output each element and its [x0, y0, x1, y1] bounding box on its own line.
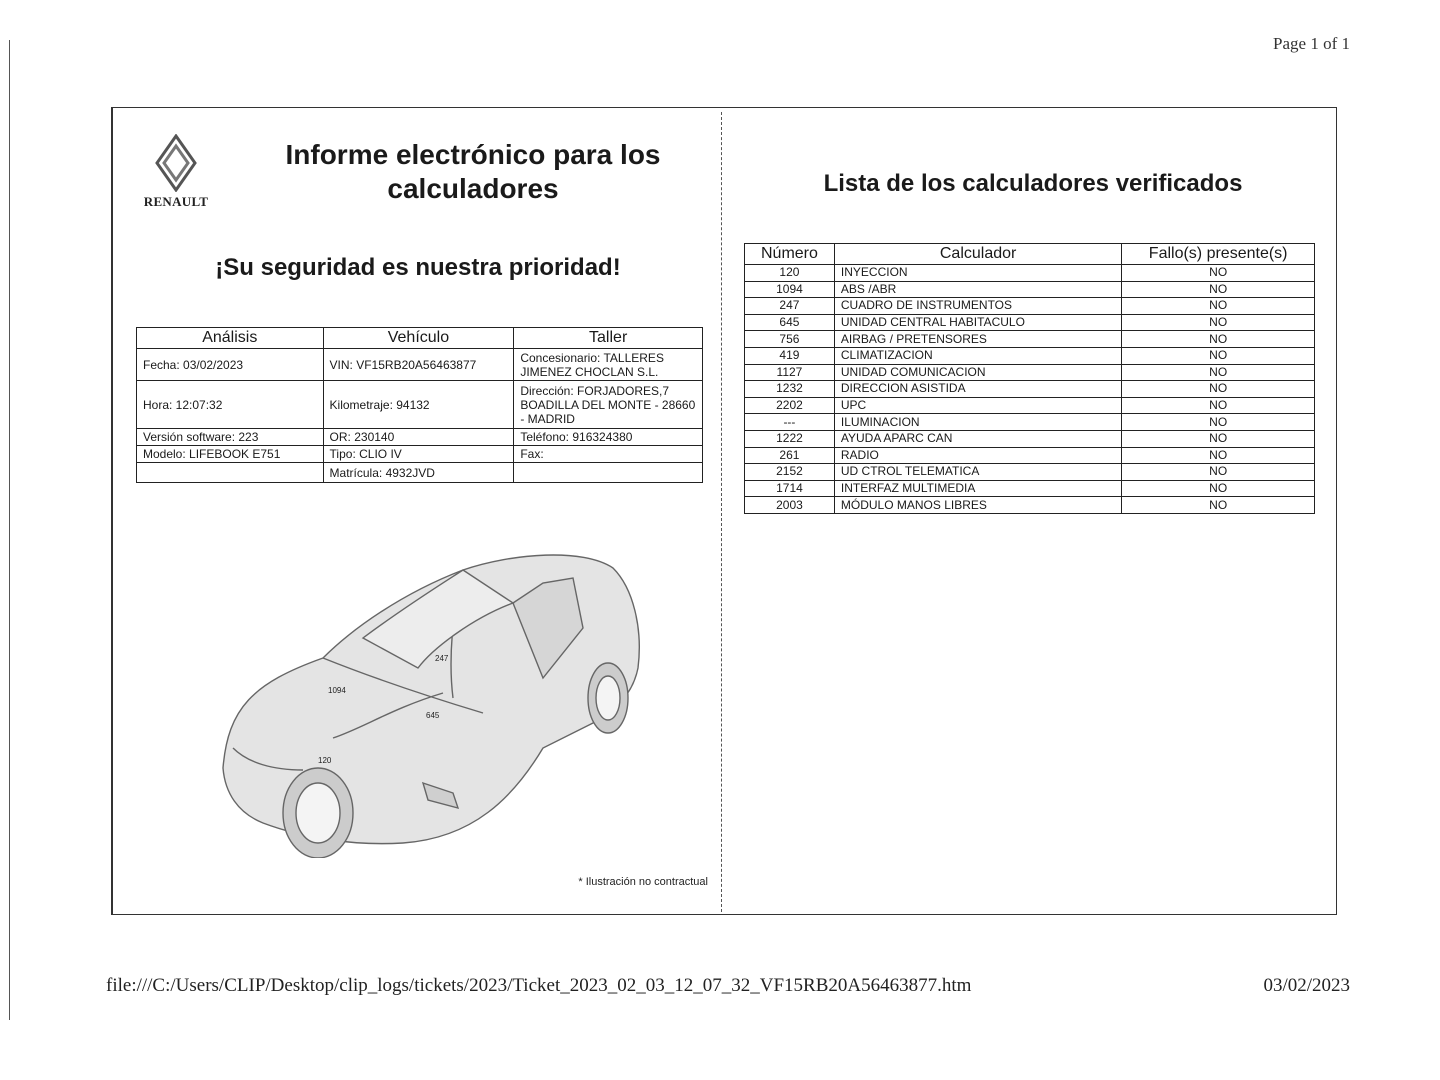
info-cell: [137, 463, 324, 483]
table-row: [745, 364, 1315, 381]
calc-number-cell: 1714: [745, 480, 835, 497]
info-cell: OR: 230140: [323, 429, 514, 446]
calc-fault-cell: NO: [1122, 381, 1315, 398]
report-title: Informe electrónico para los calculadores: [285, 139, 661, 204]
info-cell: Concesionario: TALLERES JIMENEZ CHOCLAN S.L.: [514, 349, 703, 381]
calc-number-cell: 419: [745, 347, 835, 364]
calc-number-cell: 1222: [745, 430, 835, 447]
calc-list-title: Lista de los calculadores verificados: [823, 170, 1243, 197]
calc-fault-cell: NO: [1122, 298, 1315, 315]
calc-name-cell: CLIMATIZACION: [834, 347, 1121, 364]
calc-number-cell: 645: [745, 314, 835, 331]
renault-logo-text: RENAULT: [143, 194, 209, 209]
calc-table-body: [745, 265, 1315, 514]
calc-number-cell: 2003: [745, 497, 835, 514]
info-cell: Tipo: CLIO IV: [323, 446, 514, 463]
page-divider: [721, 112, 722, 912]
calc-number-cell: ---: [745, 414, 835, 431]
calc-name-cell: UNIDAD CENTRAL HABITACULO: [834, 314, 1121, 331]
table-row: [137, 429, 703, 446]
calc-table-header: [745, 244, 1315, 265]
callout-label: 1094: [328, 686, 346, 695]
calc-fault-cell: NO: [1122, 414, 1315, 431]
calc-name-cell: MÓDULO MANOS LIBRES: [834, 497, 1121, 514]
calc-name-cell: CUADRO DE INSTRUMENTOS: [834, 298, 1121, 315]
calc-fault-cell: NO: [1122, 314, 1315, 331]
illustration-disclaimer: * Ilustración no contractual: [578, 876, 708, 888]
callout-label: 645: [426, 711, 440, 720]
info-cell: Fecha: 03/02/2023: [137, 349, 324, 381]
calc-name-cell: INYECCION: [834, 265, 1121, 282]
calc-name-cell: UPC: [834, 397, 1121, 414]
callout-label: 247: [435, 654, 449, 663]
calc-name-cell: INTERFAZ MULTIMEDIA: [834, 480, 1121, 497]
report-frame: [111, 107, 1337, 915]
calc-fault-cell: NO: [1122, 265, 1315, 282]
calc-name-cell: AYUDA APARC CAN: [834, 430, 1121, 447]
calc-name-cell: RADIO: [834, 447, 1121, 464]
info-table: [136, 327, 703, 483]
calc-fault-cell: NO: [1122, 281, 1315, 298]
table-row: [745, 397, 1315, 414]
calc-number-cell: 2202: [745, 397, 835, 414]
calc-fault-cell: NO: [1122, 347, 1315, 364]
calc-header-fallos: Fallo(s) presente(s): [1122, 244, 1315, 265]
calc-number-cell: 1232: [745, 381, 835, 398]
calc-number-cell: 2152: [745, 464, 835, 481]
scan-edge-line: [9, 40, 10, 1020]
table-row: [745, 298, 1315, 315]
calc-fault-cell: NO: [1122, 430, 1315, 447]
calc-name-cell: ILUMINACION: [834, 414, 1121, 431]
table-row: [137, 446, 703, 463]
info-cell: Fax:: [514, 446, 703, 463]
calc-number-cell: 261: [745, 447, 835, 464]
report-slogan: ¡Su seguridad es nuestra prioridad!: [215, 254, 621, 281]
calc-number-cell: 247: [745, 298, 835, 315]
footer-file-path: file:///C:/Users/CLIP/Desktop/clip_logs/tickets/2023/Ticket_2023_02_03_12_07_32_VF15RB20A56463877.htm: [106, 975, 972, 996]
table-row: [745, 314, 1315, 331]
table-row: [745, 347, 1315, 364]
calc-fault-cell: NO: [1122, 364, 1315, 381]
info-header-vehiculo: Vehículo: [323, 328, 514, 349]
callout-label: 120: [318, 756, 332, 765]
table-row: [137, 463, 703, 483]
car-illustration: [213, 508, 653, 858]
calculators-table: [744, 243, 1315, 514]
footer-date: 03/02/2023: [1263, 975, 1350, 996]
info-table-header: [137, 328, 703, 349]
calc-name-cell: ABS /ABR: [834, 281, 1121, 298]
table-row: [137, 381, 703, 429]
table-row: [745, 265, 1315, 282]
calc-name-cell: AIRBAG / PRETENSORES: [834, 331, 1121, 348]
info-header-analisis: Análisis: [137, 328, 324, 349]
calc-number-cell: 1094: [745, 281, 835, 298]
info-cell: Hora: 12:07:32: [137, 381, 324, 429]
info-cell: [514, 463, 703, 483]
renault-diamond-icon: [155, 134, 197, 192]
calc-header-numero: Número: [745, 244, 835, 265]
info-header-taller: Taller: [514, 328, 703, 349]
info-cell: Matrícula: 4932JVD: [323, 463, 514, 483]
table-row: [137, 349, 703, 381]
table-row: [745, 331, 1315, 348]
info-cell: Dirección: FORJADORES,7 BOADILLA DEL MONTE - 28660 - MADRID: [514, 381, 703, 429]
table-row: [745, 381, 1315, 398]
table-row: [745, 497, 1315, 514]
info-cell: Kilometraje: 94132: [323, 381, 514, 429]
calc-name-cell: DIRECCION ASISTIDA: [834, 381, 1121, 398]
info-cell: Versión software: 223: [137, 429, 324, 446]
table-row: [745, 281, 1315, 298]
calc-number-cell: 1127: [745, 364, 835, 381]
page-number: Page 1 of 1: [1273, 34, 1350, 53]
table-row: [745, 464, 1315, 481]
calc-number-cell: 120: [745, 265, 835, 282]
calc-fault-cell: NO: [1122, 497, 1315, 514]
calc-fault-cell: NO: [1122, 464, 1315, 481]
calc-fault-cell: NO: [1122, 480, 1315, 497]
info-cell: Teléfono: 916324380: [514, 429, 703, 446]
table-row: [745, 430, 1315, 447]
calc-name-cell: UNIDAD COMUNICACION: [834, 364, 1121, 381]
info-cell: Modelo: LIFEBOOK E751: [137, 446, 324, 463]
table-row: [745, 414, 1315, 431]
calc-name-cell: UD CTROL TELEMATICA: [834, 464, 1121, 481]
calc-fault-cell: NO: [1122, 397, 1315, 414]
calc-header-calculador: Calculador: [834, 244, 1121, 265]
table-row: [745, 480, 1315, 497]
table-row: [745, 447, 1315, 464]
renault-logo: [135, 134, 217, 214]
info-cell: VIN: VF15RB20A56463877: [323, 349, 514, 381]
calc-number-cell: 756: [745, 331, 835, 348]
calc-fault-cell: NO: [1122, 447, 1315, 464]
calc-fault-cell: NO: [1122, 331, 1315, 348]
